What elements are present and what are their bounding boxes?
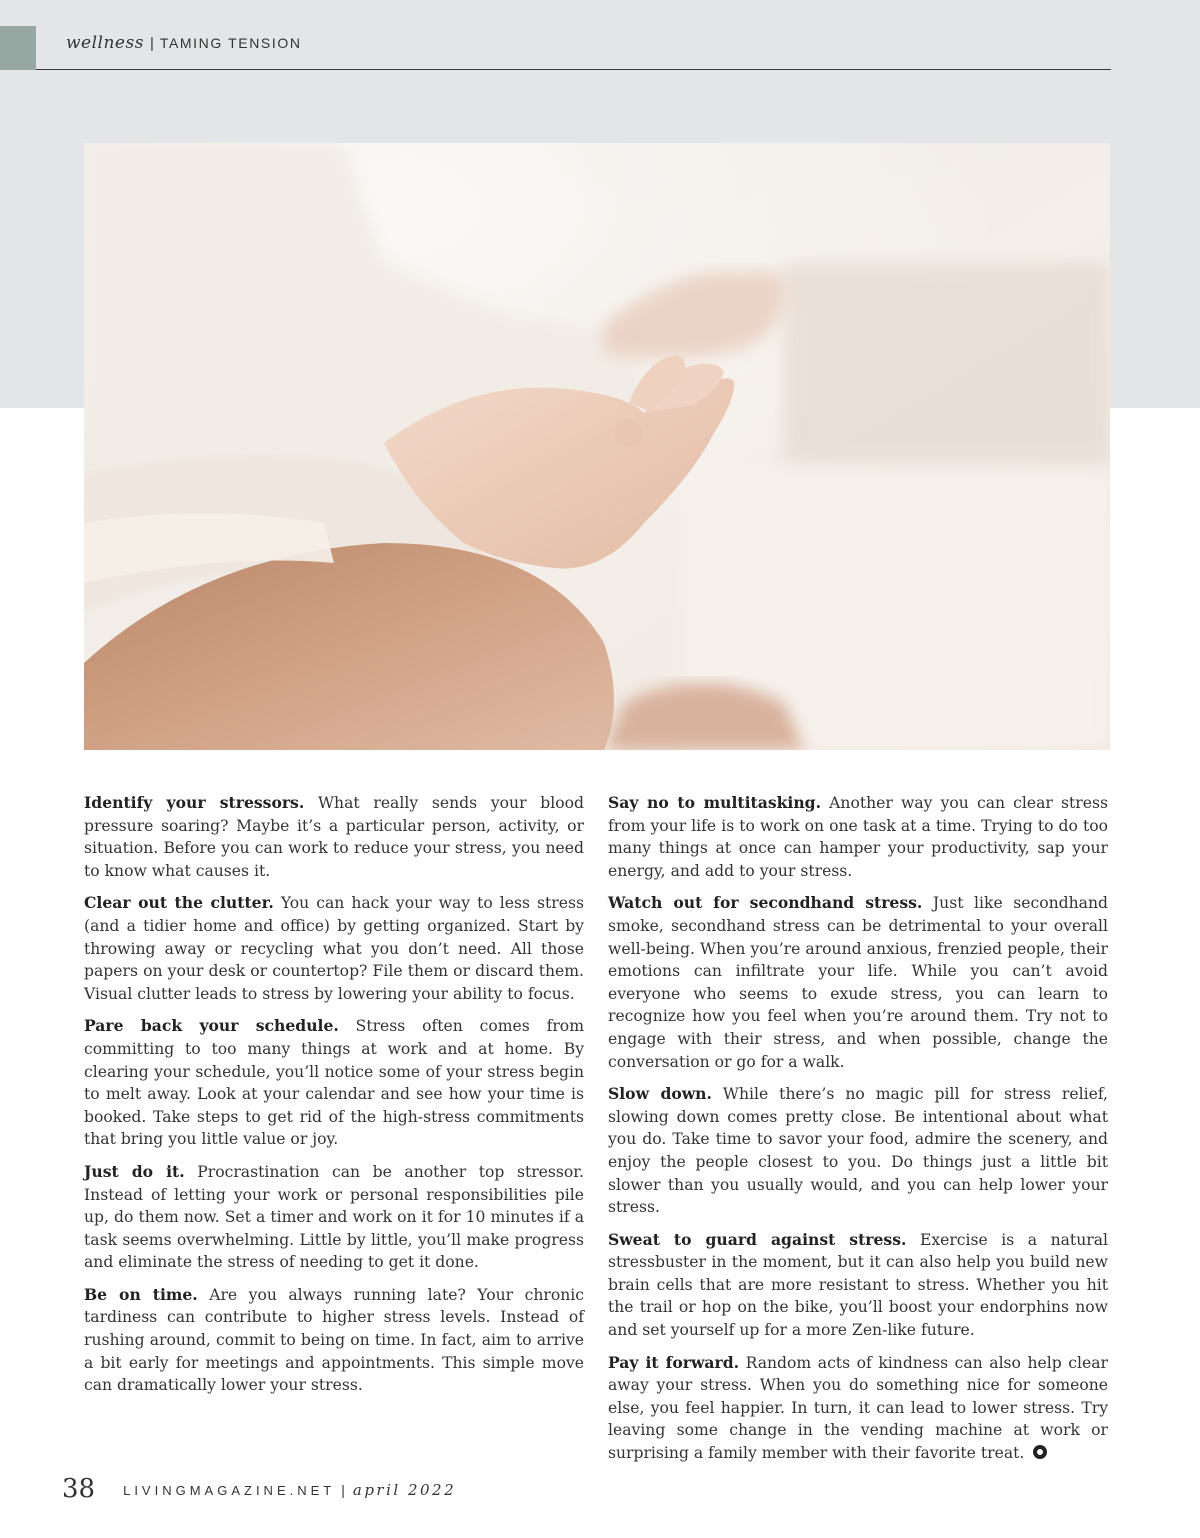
tip-paragraph [608, 792, 1108, 882]
running-header [66, 33, 302, 53]
tip-paragraph [84, 1284, 584, 1397]
page-footer [62, 1474, 456, 1504]
tip-paragraph [84, 1161, 584, 1274]
tip-lead: Say no to multitasking. [608, 793, 821, 812]
tip-text: Procrastination can be another top stressor. Instead of letting your work or personal responsibilities pile up, do them now. Set a timer and work on it for 10 minutes if a task seems overwhelming. Little by little, you’ll make progress and eliminate the stress of needing to get it done. [84, 1162, 584, 1272]
tip-lead: Slow down. [608, 1084, 712, 1104]
tip-lead: Clear out the clutter. [84, 893, 274, 913]
tip-paragraph [608, 1083, 1108, 1219]
meditation-hand-photo [84, 143, 1110, 750]
tip-paragraph [608, 1229, 1108, 1342]
tip-text: Random acts of kindness can also help clear away your stress. When you do something nice for someone else, you feel happier. In turn, it can lead to lower stress. Try leaving some change in the vending machine at work or surprising a family member with their favorite treat. [608, 1353, 1108, 1463]
tip-lead: Pay it forward. [608, 1352, 740, 1372]
tip-text: What really sends your blood pressure soaring? Maybe it’s a particular person, activity, or situation. Before you can work to reduce your stress, you need to know what causes it. [84, 794, 584, 880]
tip-paragraph [608, 892, 1108, 1073]
topic-label: TAMING TENSION [159, 35, 302, 51]
tip-lead: Sweat to guard against stress. [608, 1229, 907, 1249]
tip-text: Exercise is a natural stressbuster in the moment, but it can also help you build new brain cells that are more resistant to stress. Whether you hit the trail or hop on the bike, you’ll boost your endorphins now and set yourself up for a more Zen-like future. [608, 1230, 1108, 1340]
tip-paragraph [84, 892, 584, 1005]
site-url: LIVINGMAGAZINE.NET [123, 1483, 336, 1498]
end-mark-icon [1033, 1445, 1047, 1459]
tip-text: While there’s no magic pill for stress relief, slowing down comes pretty close. Be intentional about what you do. Take time to savor your food, admire the scenery, and enjoy the people closest to you. Do things just a little bit slower than you usually would, and you can help lower your stress. [608, 1085, 1108, 1217]
header-separator: | [149, 35, 154, 52]
footer-separator: | [341, 1482, 345, 1498]
tip-text: Stress often comes from committing to too many things at work and at home. By clearing your schedule, you’ll notice some of your stress begin to melt away. Look at your calendar and see how your time is booked. Take steps to get rid of the high-stress commitments that bring you little value or joy. [84, 1017, 584, 1149]
tip-text: Are you always running late? Your chronic tardiness can contribute to higher stress levels. Instead of rushing around, commit to being on time. In fact, aim to arrive a bit early for meetings and appointments. This simple move can dramatically lower your stress. [84, 1285, 584, 1395]
section-color-tab [0, 26, 36, 70]
section-label: wellness [66, 33, 144, 53]
tip-lead: Be on time. [84, 1284, 198, 1304]
tip-paragraph [84, 792, 584, 882]
header-rule [36, 69, 1111, 70]
tip-text: Another way you can clear stress from your life is to work on one task at a time. Trying to do too many things at once can hamper your productivity, sap your energy, and add to your stress. [608, 794, 1108, 880]
article-column-right [608, 792, 1108, 1475]
tip-lead: Watch out for secondhand stress. [608, 893, 923, 913]
tip-text: Just like secondhand smoke, secondhand stress can be detrimental to your overall well-being. When you’re around anxious, frenzied people, their emotions can infiltrate your life. While you can’t avoid everyone who seems to exude stress, you can learn to recognize how you feel when you’re around them. Try not to engage with their stress, and when possible, change the conversation or go for a walk. [608, 894, 1108, 1071]
tip-paragraph [84, 1015, 584, 1151]
article-column-left [84, 792, 584, 1407]
tip-lead: Identify your stressors. [84, 793, 305, 812]
tip-paragraph [608, 1352, 1108, 1465]
tip-text: You can hack your way to less stress (and a tidier home and office) by getting organized. Start by throwing away or recycling what you don’t need. All those papers on your desk or countertop? File them or discard them. Visual clutter leads to stress by lowering your ability to focus. [84, 894, 584, 1003]
tip-lead: Pare back your schedule. [84, 1016, 339, 1036]
issue-date: april 2022 [352, 1481, 457, 1499]
tip-lead: Just do it. [84, 1161, 185, 1181]
page-number: 38 [62, 1474, 96, 1504]
